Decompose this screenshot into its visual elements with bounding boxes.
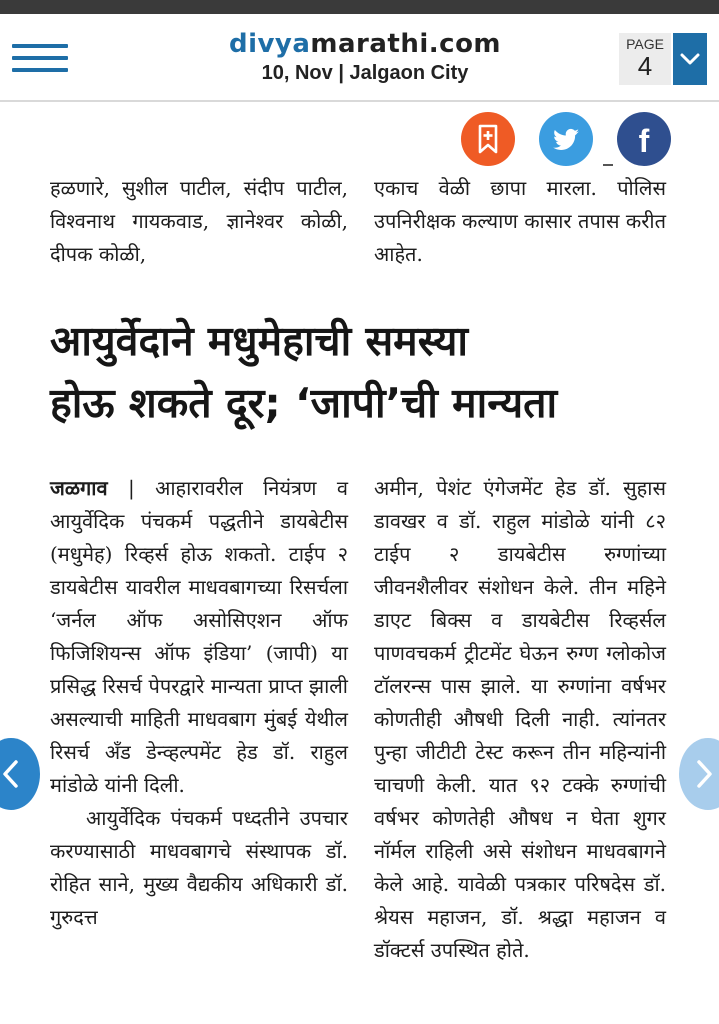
article-headline[interactable] xyxy=(50,310,670,434)
article-paragraph-1: आहारावरील नियंत्रण व आयुर्वेदिक पंचकर्म पद्धतीने डायबेटीस (मधुमेह) रिव्हर्स होऊ शकतो. टाईप २ डायबेटीस यावरील माधवबागच्या रिसर्चला ‘जर्नल ऑफ असोसिएशन ऑफ फिजिशियन्स ऑफ इंडिया’ (जापी) या प्रसिद्ध रिसर्च पेपरद्वारे मान्यता प्राप्त झाली असल्याची माहिती माधवबाग मुंबई येथील रिसर्च अँड डेन्व्हल्पमेंट हेड डॉ. राहुल मांडोळे यांनी दिली. xyxy=(50,476,348,797)
headline-line-1: आयुर्वेदाने मधुमेहाची समस्या xyxy=(50,317,469,365)
edition-date: 10, Nov xyxy=(261,62,333,84)
previous-article-right-column: एकाच वेळी छापा मारला. पोलिस उपनिरीक्षक कल्याण कासार तपास करीत आहेत. xyxy=(374,176,666,266)
article-dateline: जळगाव xyxy=(50,476,108,500)
bookmark-share-button[interactable] xyxy=(461,112,515,166)
brand-logo[interactable] xyxy=(160,28,570,60)
edition-separator: | xyxy=(338,62,344,84)
previous-article-left-column: हळणारे, सुशील पाटील, संदीप पाटील, विश्वनाथ गायकवाड, ज्ञानेश्वर कोळी, दीपक कोळी, xyxy=(50,176,348,266)
page-label: PAGE xyxy=(626,36,664,52)
headline-line-2: होऊ शकते दूर; ‘जापी’ची मान्यता xyxy=(50,379,558,427)
chevron-down-icon xyxy=(673,33,707,85)
edition-line xyxy=(160,62,570,85)
bookmark-icon xyxy=(461,112,515,166)
newspaper-page xyxy=(50,170,670,1010)
twitter-share-button[interactable] xyxy=(539,112,593,166)
page-indicator[interactable] xyxy=(619,33,671,85)
twitter-bird-icon xyxy=(539,112,593,166)
chevron-left-icon xyxy=(0,738,40,810)
facebook-share-button[interactable] xyxy=(617,112,671,166)
app-header xyxy=(0,14,719,102)
menu-button[interactable] xyxy=(12,38,70,76)
brand xyxy=(160,28,570,85)
article-right-column: अमीन, पेशंट एंगेजमेंट हेड डॉ. सुहास डावखर व डॉ. राहुल मांडोळे यांनी ८२ टाईप २ डायबेटीस रुग्णांच्या जीवनशैलीवर संशोधन केले. तीन महिने डाएट बिक्स व डायबेटीस रिव्हर्सल पाणवचकर्म ट्रीटमेंट घेऊन रुग्ण ग्लोकोज टॉलरन्स पास झाले. या रुग्णांना वर्षभर कोणतीही औषधी दिली नाही. त्यांनतर पुन्हा जीटीटी टेस्ट करून तीन महिन्यांनी चाचणी केली. यात ९२ टक्के रुग्णांची वर्षभर कोणतेही औषध न घेता शुगर नॉर्मल राहिली असे संशोधन माधवबागने केले आहे. यावेळी पत्रकार परिषदेस डॉ. श्रेयस महाजन, डॉ. श्रद्धा महाजन व डॉक्टर्स उपस्थित होते. xyxy=(374,476,666,962)
brand-logo-part1: divya xyxy=(228,29,311,59)
facebook-letter: f xyxy=(638,123,650,159)
next-page-button[interactable] xyxy=(679,738,719,810)
chevron-right-icon xyxy=(679,738,719,810)
previous-page-button[interactable] xyxy=(0,738,40,810)
dateline-separator: | xyxy=(127,476,135,500)
edition-city[interactable]: Jalgaon City xyxy=(349,62,469,84)
page-number: 4 xyxy=(637,51,653,81)
brand-logo-part2: marathi.com xyxy=(310,29,502,59)
status-strip xyxy=(0,0,719,14)
rule-mark xyxy=(603,164,613,166)
page-dropdown-button[interactable] xyxy=(673,33,707,85)
article-left-column xyxy=(50,472,348,934)
article-paragraph-2: आयुर्वेदिक पंचकर्म पध्दतीने उपचार करण्यासाठी माधवबागचे संस्थापक डॉ. रोहित साने, मुख्य वैद्यकीय अधिकारी डॉ. गुरुदत्त xyxy=(50,806,348,929)
facebook-f-icon xyxy=(617,112,671,166)
